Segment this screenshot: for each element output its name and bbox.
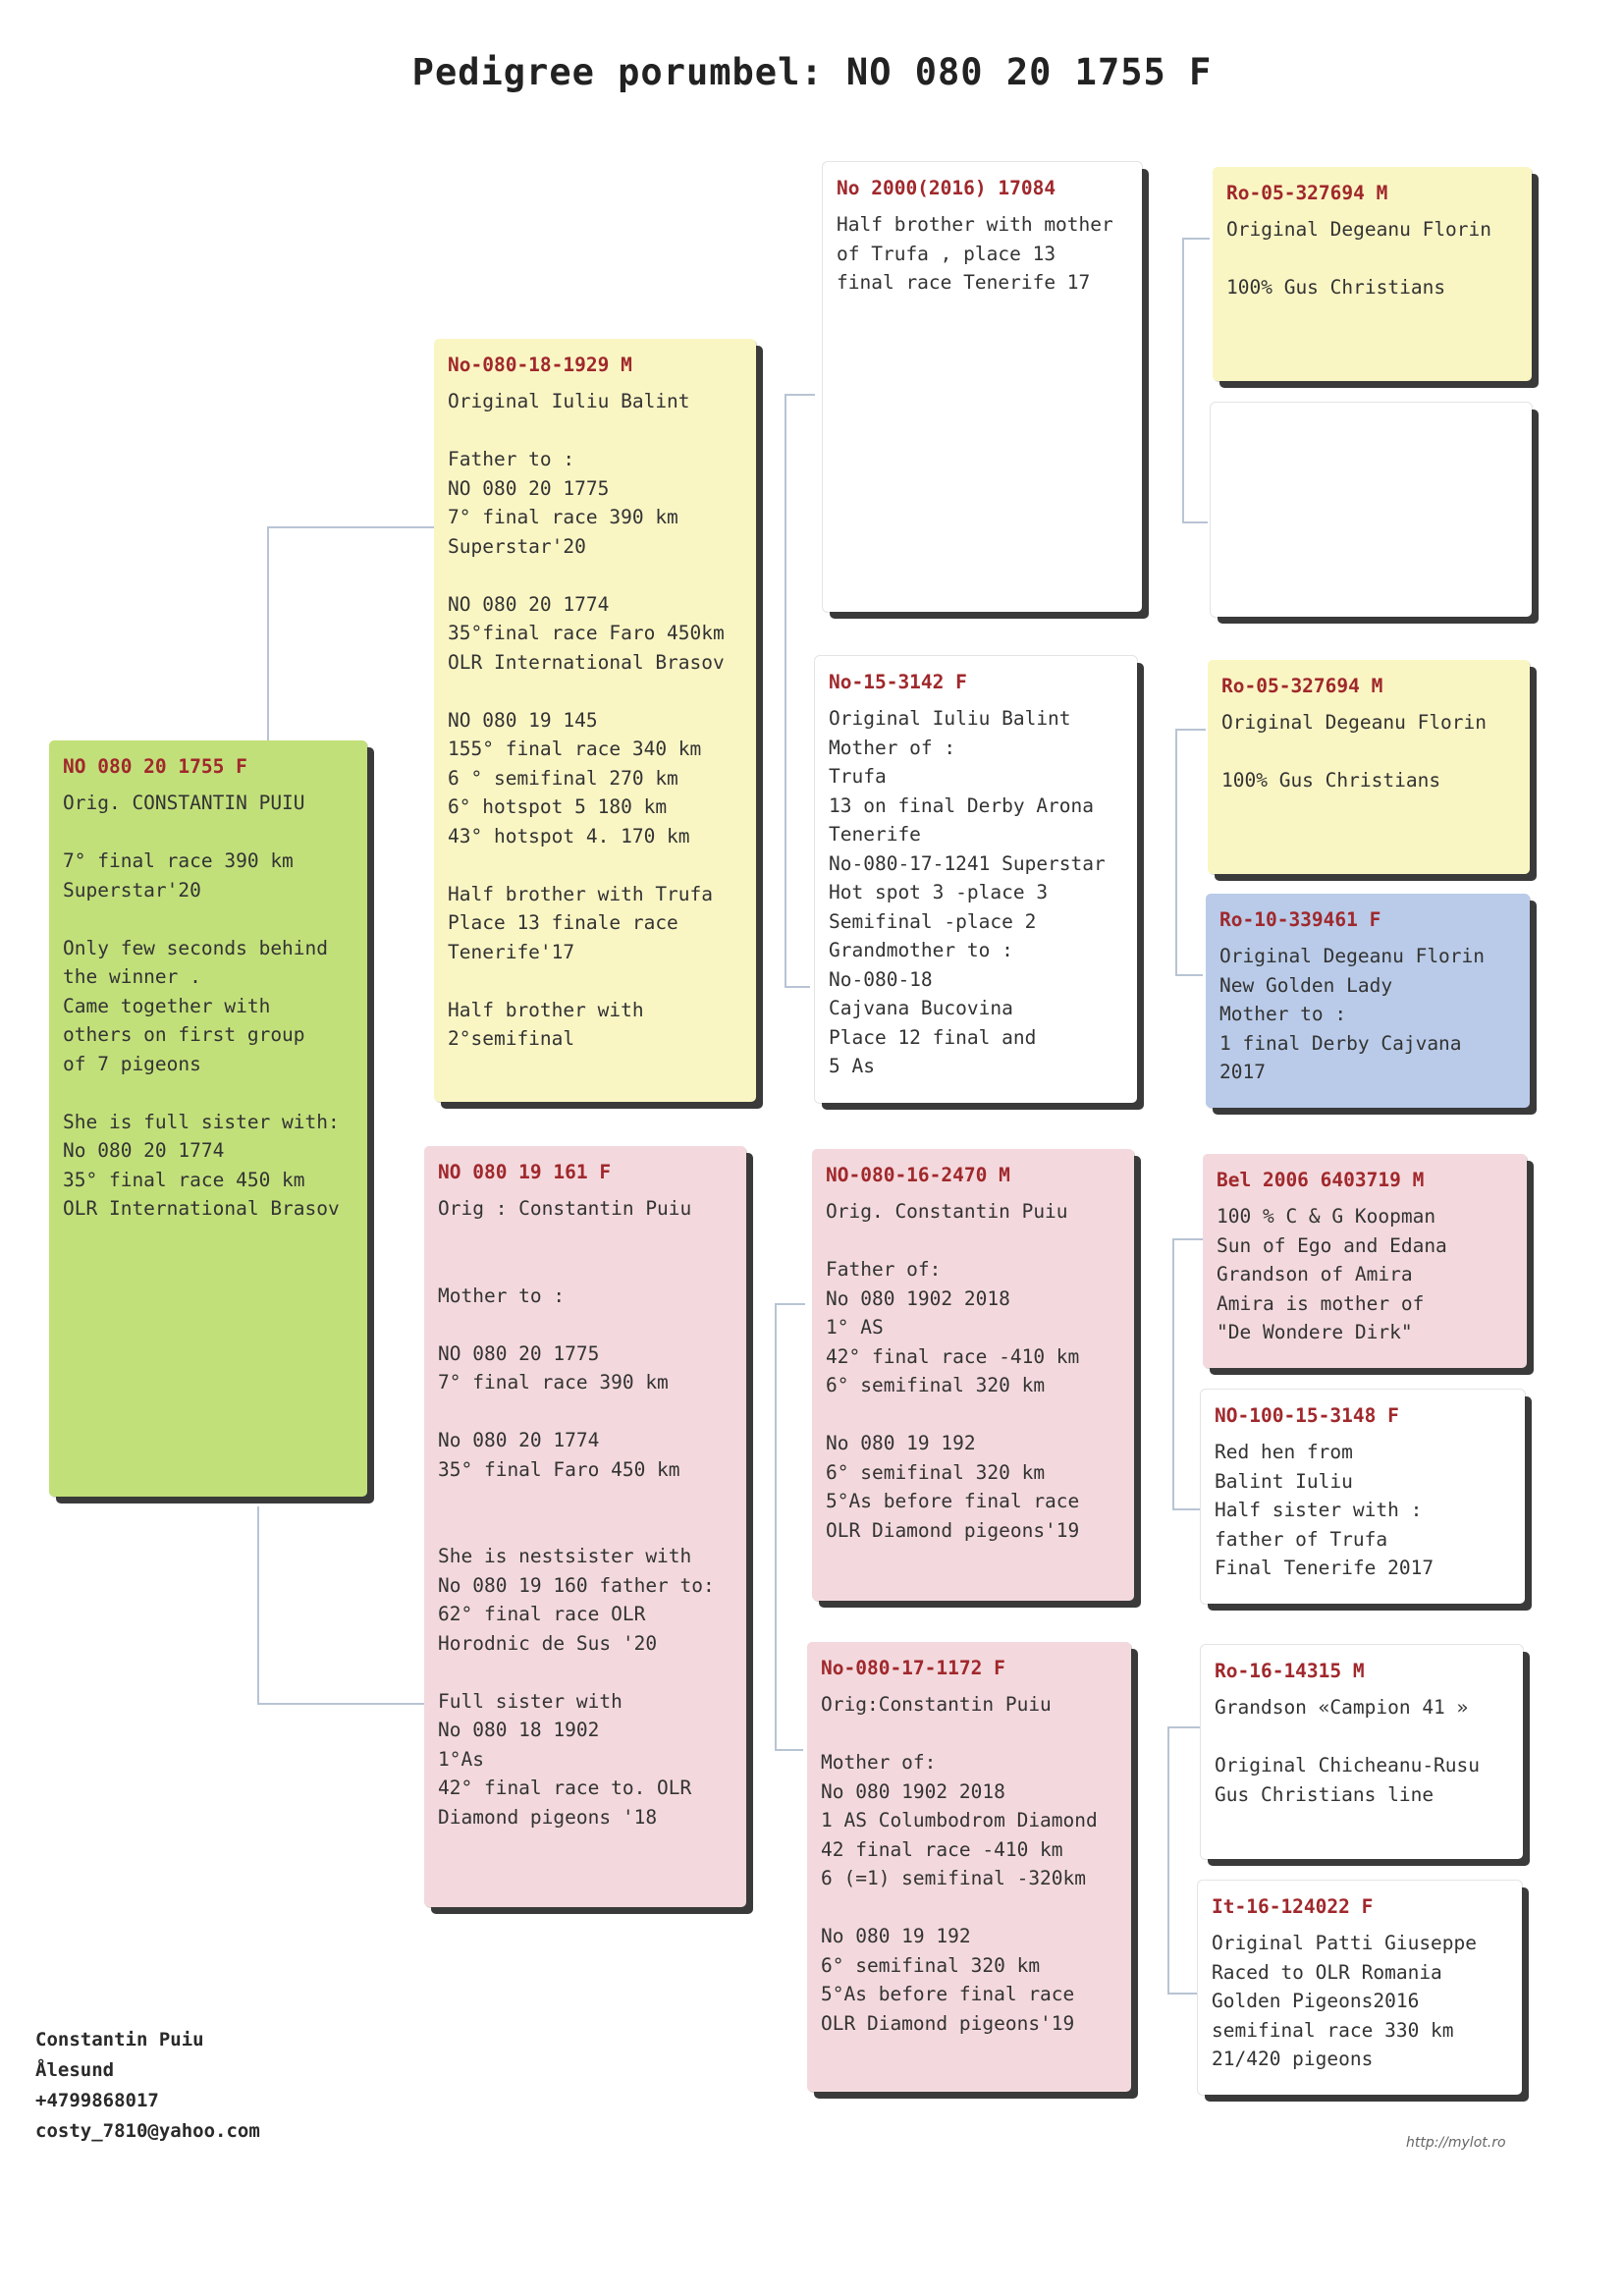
pigeon-ring-number: Ro-10-339461 F: [1219, 908, 1381, 931]
pigeon-description: Original Patti Giuseppe Raced to OLR Romania Golden Pigeons2016 semifinal race 330 km 21/420 pigeons: [1212, 1932, 1478, 2070]
pigeon-description: Grandson «Campion 41 » Original Chicheanu-Rusu Gus Christians line: [1215, 1696, 1481, 1806]
pigeon-description: Orig:Constantin Puiu Mother of: No 080 1902 2018 1 AS Columbodrom Diamond 42 final race -410 km 6 (=1) semifinal -320km No 080 19 192 6° semifinal 320 km 5°As before final race OLR Diamond pigeons'19: [821, 1693, 1098, 2035]
owner-phone: +4799868017: [35, 2090, 159, 2111]
owner-email: costy_7810@yahoo.com: [35, 2120, 260, 2142]
page-title: Pedigree porumbel: NO 080 20 1755 F: [411, 51, 1213, 93]
connector-dd-parents: [1168, 1727, 1200, 1994]
pigeon-ring-number: NO-080-16-2470 M: [826, 1164, 1010, 1186]
pigeon-description: Original Degeanu Florin 100% Gus Christians: [1221, 711, 1488, 792]
owner-name: Constantin Puiu: [35, 2029, 204, 2050]
pigeon-ring-number: It-16-124022 F: [1212, 1895, 1374, 1918]
pedigree-card-dam-dam-dam: [1198, 1881, 1522, 2095]
connector-sire-parents: [785, 395, 815, 987]
owner-contact-block: [35, 2025, 260, 2147]
pigeon-ring-number: NO 080 19 161 F: [438, 1161, 612, 1183]
pigeon-ring-number: No-15-3142 F: [829, 671, 967, 693]
pedigree-card-subject: [49, 740, 367, 1497]
connector-subject-sire: [268, 527, 434, 746]
pedigree-card-sire-sire: [823, 162, 1142, 612]
pigeon-ring-number: NO-100-15-3148 F: [1215, 1404, 1399, 1427]
pedigree-card-dam: [424, 1146, 746, 1907]
connector-dam-parents: [776, 1304, 805, 1750]
pigeon-ring-number: Ro-05-327694 M: [1221, 675, 1383, 697]
pedigree-card-sire-sire-sire: [1213, 167, 1532, 381]
pigeon-description: Orig. CONSTANTIN PUIU 7° final race 390 km Superstar'20 Only few seconds behind the winner . Came together with others on first group of 7 pigeons She is full sister with: No 080 20 1774 35° final race 450 km OLR International Brasov: [63, 792, 340, 1220]
pigeon-description: Half brother with mother of Trufa , place 13 final race Tenerife 17: [837, 213, 1113, 294]
pedigree-card-dam-dam-sire: [1201, 1645, 1523, 1859]
pedigree-card-dam-sire: [812, 1149, 1134, 1601]
connector-sd-parents: [1176, 730, 1206, 975]
pedigree-card-sire: [434, 339, 756, 1102]
pigeon-ring-number: No-080-17-1172 F: [821, 1657, 1005, 1679]
pedigree-card-sire-dam-dam: [1206, 894, 1530, 1108]
pigeon-ring-number: NO 080 20 1755 F: [63, 755, 247, 778]
pigeon-description: Orig. Constantin Puiu Father of: No 080 1902 2018 1° AS 42° final race -410 km 6° semifinal 320 km No 080 19 192 6° semifinal 320 km 5°As before final race OLR Diamond pigeons'19: [826, 1200, 1080, 1542]
pigeon-ring-number: No-080-18-1929 M: [448, 354, 632, 376]
pigeon-description: Original Degeanu Florin 100% Gus Christians: [1226, 218, 1492, 299]
pedigree-card-dam-sire-sire: [1203, 1154, 1527, 1368]
pedigree-card-dam-sire-dam: [1201, 1390, 1525, 1604]
pigeon-description: Original Iuliu Balint Father to : NO 080 20 1775 7° final race 390 km Superstar'20 NO 080 20 1774 35°final race Faro 450km OLR International Brasov NO 080 19 145 155° final race 340 km 6 ° semifinal 270 km 6° hotspot 5 180 km 43° hotspot 4. 170 km Half brother with Trufa Place 13 finale race Tenerife'17 Half brother with 2°semifinal: [448, 390, 725, 1050]
pedigree-card-sire-sire-dam: [1211, 403, 1532, 617]
pigeon-description: Original Degeanu Florin New Golden Lady Mother to : 1 final Derby Cajvana 2017: [1219, 945, 1486, 1083]
pigeon-ring-number: Ro-05-327694 M: [1226, 182, 1388, 204]
pigeon-ring-number: No 2000(2016) 17084: [837, 177, 1056, 199]
connector-ds-parents: [1173, 1239, 1203, 1509]
owner-city: Ålesund: [35, 2059, 115, 2081]
pedigree-card-dam-dam: [807, 1642, 1131, 2092]
pedigree-card-sire-dam-sire: [1208, 660, 1530, 874]
website-url: http://mylot.ro: [1406, 2135, 1506, 2151]
pigeon-description: 100 % C & G Koopman Sun of Ego and Edana Grandson of Amira Amira is mother of "De Wondere Dirk": [1217, 1205, 1447, 1343]
pigeon-description: Orig : Constantin Puiu Mother to : NO 080 20 1775 7° final race 390 km No 080 20 1774 35° final Faro 450 km She is nestsister with No 080 19 160 father to: 62° final race OLR Horodnic de Sus '20 Full sister with No 080 18 1902 1°As 42° final race to. OLR Diamond pigeons '18: [438, 1197, 715, 1829]
pigeon-ring-number: Ro-16-14315 M: [1215, 1660, 1365, 1682]
pedigree-card-sire-dam: [815, 656, 1137, 1103]
connector-subject-dam: [258, 1506, 424, 1704]
pigeon-description: Red hen from Balint Iuliu Half sister with : father of Trufa Final Tenerife 2017: [1215, 1441, 1435, 1579]
pigeon-description: Original Iuliu Balint Mother of : Trufa 13 on final Derby Arona Tenerife No-080-17-1241 Superstar Hot spot 3 -place 3 Semifinal -place 2 Grandmother to : No-080-18 Cajvana Bucovina Place 12 final and 5 As: [829, 707, 1106, 1077]
connector-ss-parents: [1183, 239, 1210, 522]
pigeon-ring-number: Bel 2006 6403719 M: [1217, 1169, 1425, 1191]
